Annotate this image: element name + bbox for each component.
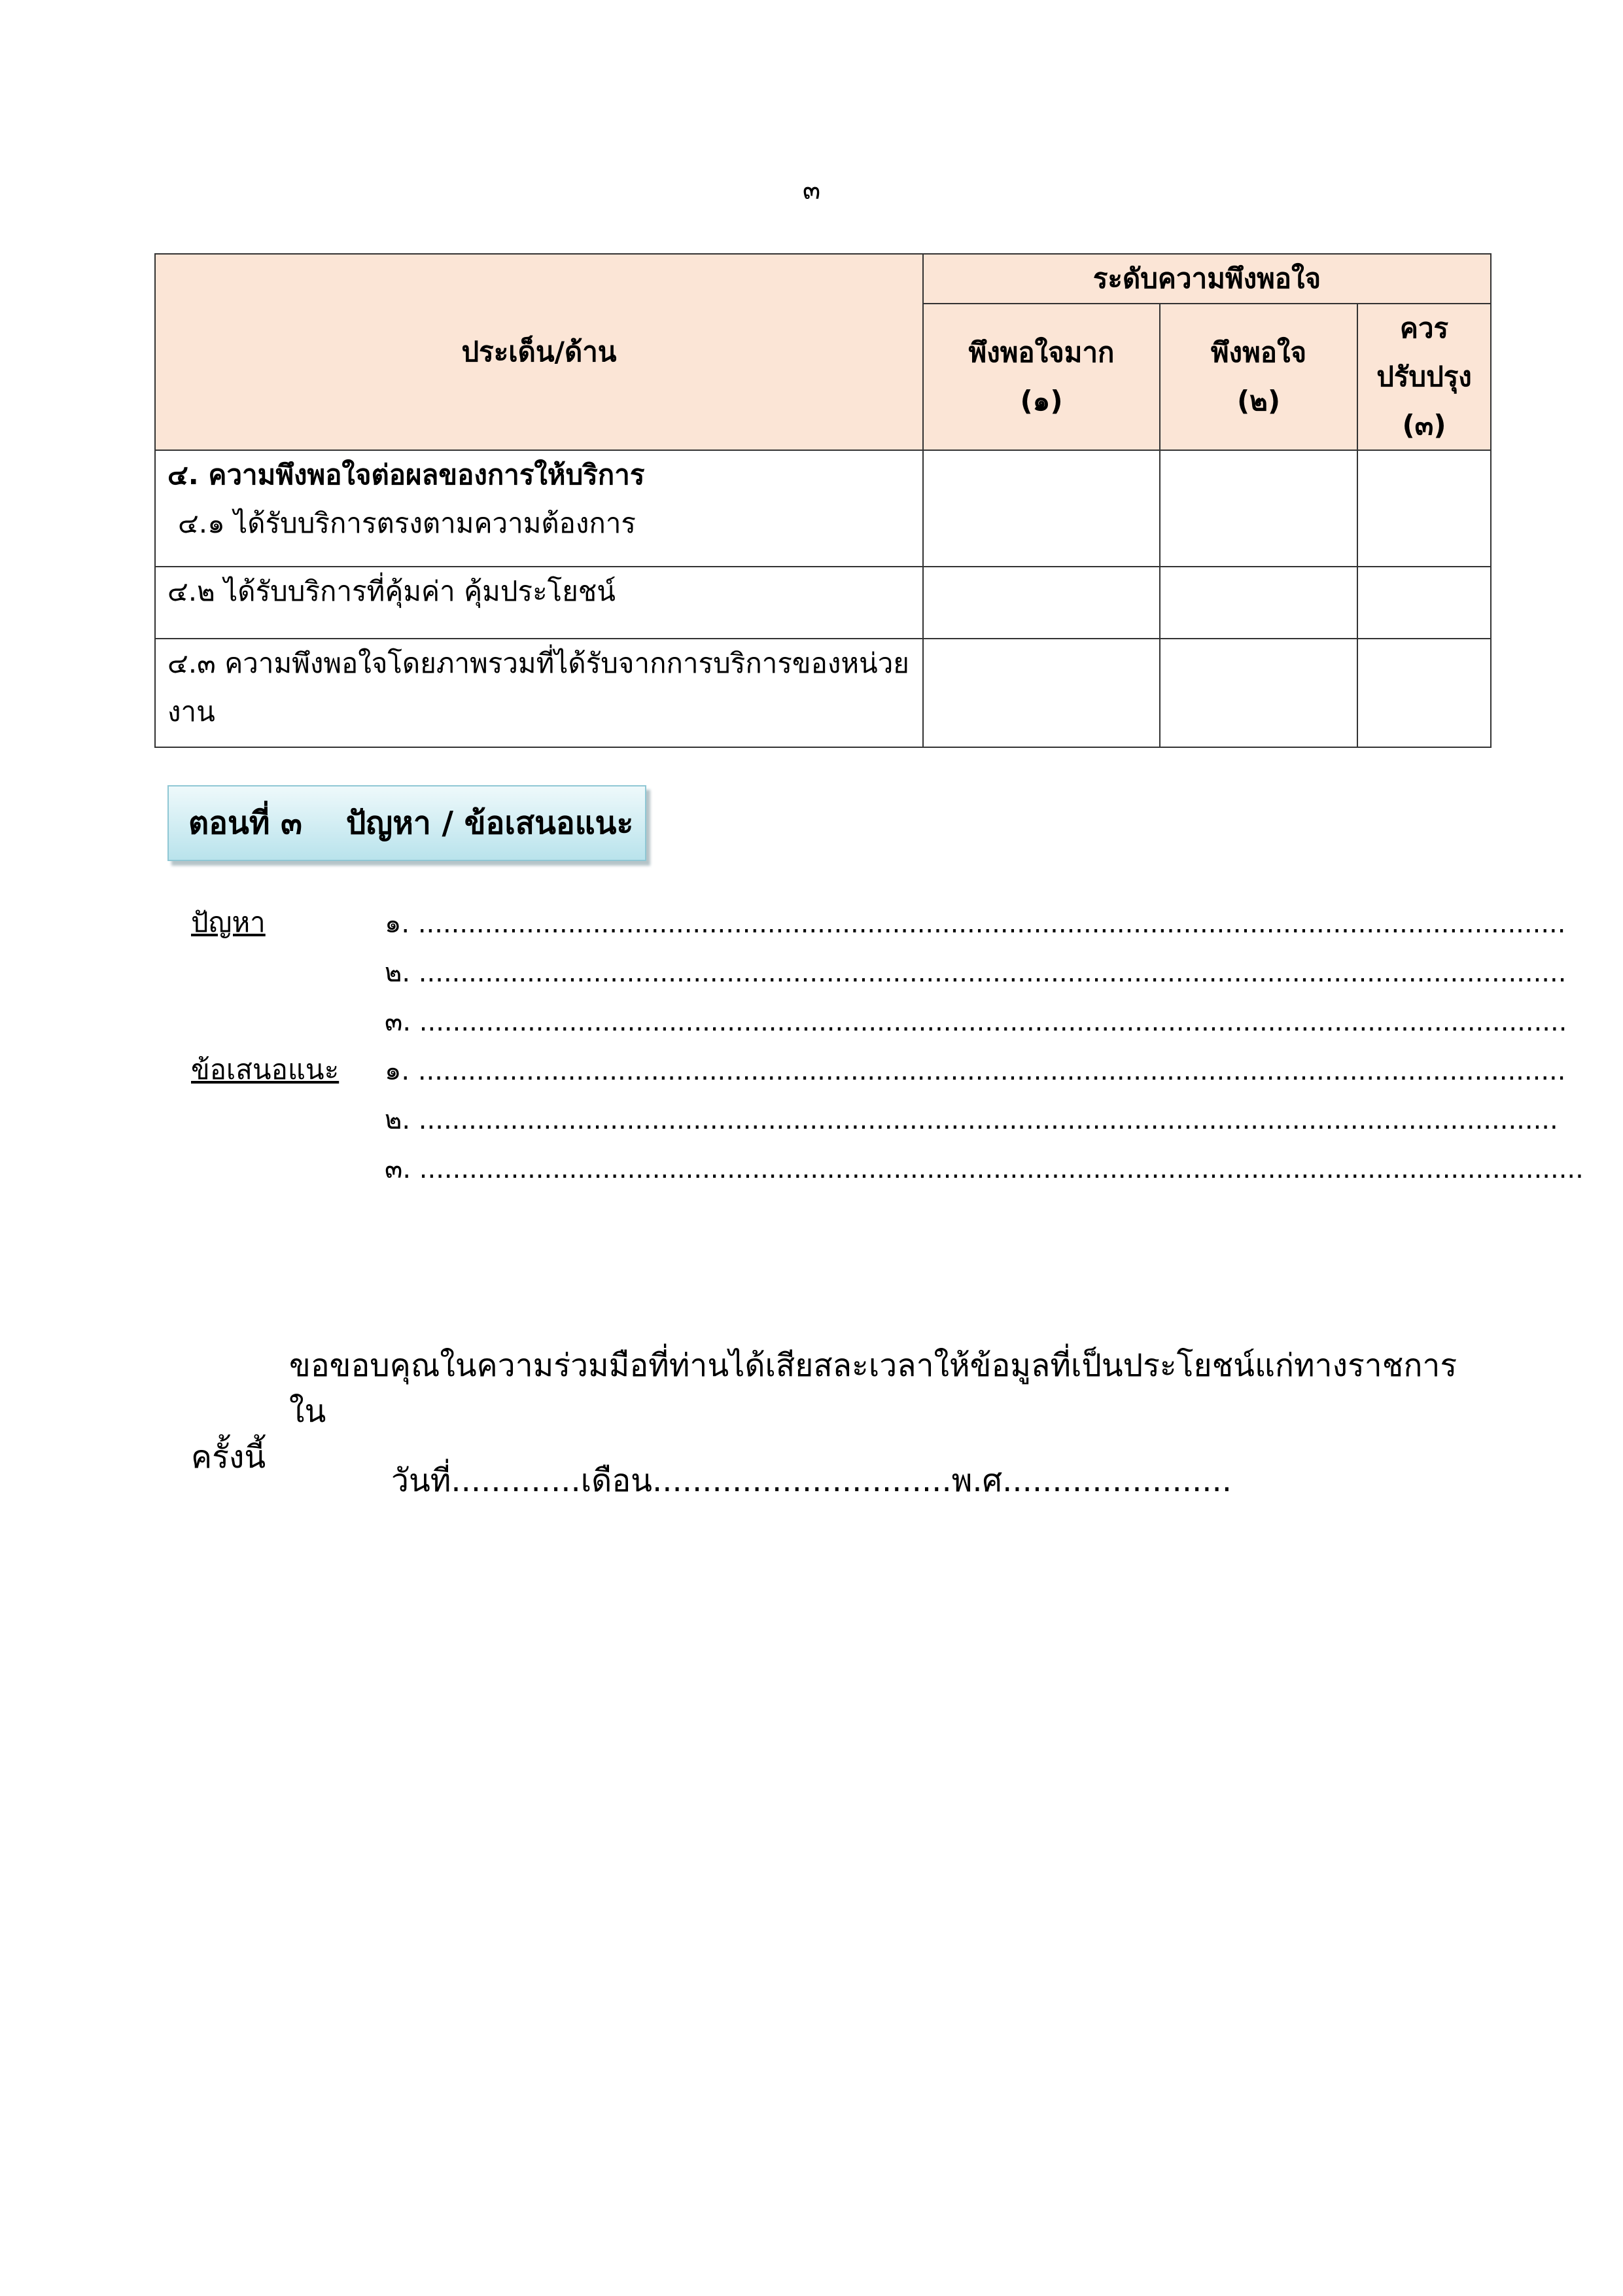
level-label: พึงพอใจ bbox=[1210, 336, 1307, 368]
rating-cell-needs-improvement[interactable] bbox=[1357, 450, 1491, 567]
problem-line-1[interactable]: ๑. .......................................................................................................................................... bbox=[385, 909, 1566, 939]
table-row bbox=[155, 567, 1491, 639]
level-label: พึงพอใจมาก bbox=[968, 336, 1115, 368]
level-label: ควรปรับปรุง bbox=[1376, 312, 1472, 393]
header-topic: ประเด็น/ด้าน bbox=[155, 254, 923, 450]
rating-cell-very-satisfied[interactable] bbox=[923, 450, 1160, 567]
level-code: (๒) bbox=[1236, 385, 1281, 417]
suggestion-line-3[interactable]: ๓. ............................................................................................................................................ bbox=[385, 1154, 1584, 1184]
section-heading: ๔. ความพึงพอใจต่อผลของการให้บริการ bbox=[167, 459, 645, 491]
thank-you-line-1: ขอขอบคุณในความร่วมมือที่ท่านได้เสียสละเวลาให้ข้อมูลที่เป็นประโยชน์แก่ทางราชการใน bbox=[289, 1347, 1457, 1430]
level-code: (๑) bbox=[1020, 385, 1063, 417]
topic-cell bbox=[155, 450, 923, 567]
topic-cell bbox=[155, 567, 923, 639]
page-number: ๓ bbox=[802, 175, 821, 205]
topic-item: ๔.๒ ได้รับบริการที่คุ้มค่า คุ้มประโยชน์ bbox=[167, 575, 616, 607]
suggestions-label: ข้อเสนอแนะ bbox=[191, 1053, 340, 1086]
rating-cell-satisfied[interactable] bbox=[1160, 567, 1357, 639]
rating-cell-needs-improvement[interactable] bbox=[1357, 639, 1491, 747]
satisfaction-table bbox=[154, 253, 1492, 748]
header-level-very-satisfied bbox=[923, 304, 1160, 450]
table-row bbox=[155, 639, 1491, 747]
rating-cell-very-satisfied[interactable] bbox=[923, 567, 1160, 639]
header-satisfaction-level: ระดับความพึงพอใจ bbox=[923, 254, 1491, 304]
table-row bbox=[155, 450, 1491, 567]
rating-cell-needs-improvement[interactable] bbox=[1357, 567, 1491, 639]
topic-item: ๔.๑ ได้รับบริการตรงตามความต้องการ bbox=[178, 507, 636, 539]
problem-line-2[interactable]: ๒. .......................................................................................................................................... bbox=[385, 958, 1567, 988]
rating-cell-satisfied[interactable] bbox=[1160, 639, 1357, 747]
header-level-satisfied bbox=[1160, 304, 1357, 450]
date-line[interactable]: วันที่.............เดือน..............................พ.ศ....................... bbox=[391, 1462, 1232, 1499]
rating-cell-very-satisfied[interactable] bbox=[923, 639, 1160, 747]
thank-you-line-2: ครั้งนี้ bbox=[191, 1439, 266, 1475]
topic-cell bbox=[155, 639, 923, 747]
problems-label: ปัญหา bbox=[191, 906, 266, 938]
topic-item: ๔.๓ ความพึงพอใจโดยภาพรวมที่ได้รับจากการบริการของหน่วยงาน bbox=[167, 647, 909, 728]
suggestion-line-2[interactable]: ๒. ......................................................................................................................................... bbox=[385, 1105, 1558, 1135]
suggestion-line-1[interactable]: ๑. .......................................................................................................................................... bbox=[385, 1056, 1566, 1086]
problem-line-3[interactable]: ๓. .......................................................................................................................................... bbox=[385, 1007, 1567, 1037]
level-code: (๓) bbox=[1402, 409, 1446, 441]
header-level-needs-improvement bbox=[1357, 304, 1491, 450]
section-3-title: ตอนที่ ๓ ปัญหา / ข้อเสนอแนะ bbox=[167, 785, 646, 861]
rating-cell-satisfied[interactable] bbox=[1160, 450, 1357, 567]
